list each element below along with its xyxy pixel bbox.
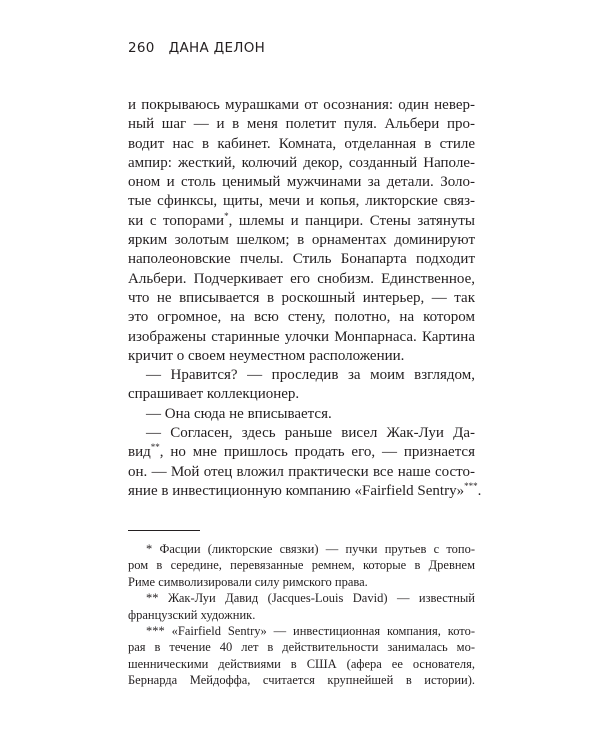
body-line: — Согласен, здесь раньше висел Жак-Луи Да- — [146, 425, 475, 442]
page-number: 260 — [128, 40, 155, 56]
running-header — [128, 40, 265, 56]
body-line: ярким золотым шелком; в орнаментах доминируют — [128, 232, 475, 249]
body-line: и покрываюсь мурашками от осознания: один невер- — [128, 97, 475, 113]
body-line: тые сфинксы, щиты, мечи и копья, ликторские связ- — [128, 193, 475, 210]
body-line-part: вид — [128, 444, 151, 461]
body-line: кричит о своем неуместном расположении. — [128, 347, 405, 364]
body-line — [128, 443, 475, 462]
body-line — [128, 480, 482, 501]
body-line: он. — Мой отец вложил практически все наше состо- — [128, 463, 475, 480]
body-line: оном и столь ценимый мужчинами за детали. Золо- — [128, 174, 475, 191]
body-line: Альбери. Подчеркивает его снобизм. Единственное, — [128, 270, 475, 287]
body-text — [128, 96, 482, 501]
footnote-divider — [128, 530, 200, 531]
body-line-part: ки с топорами — [128, 212, 225, 229]
footnote-line: * Фасции (ликторские связки) — пучки прутьев с топо- — [146, 542, 475, 556]
footnote-line: шенническими действиями в США (афера ее основателя, — [128, 656, 475, 671]
body-line: водит нас в кабинет. Комната, отделанная в стиле — [128, 135, 475, 152]
body-line — [128, 212, 475, 231]
body-line-part: . — [477, 482, 482, 499]
body-line-part: , шлемы и панцири. Стены затянуты — [228, 212, 475, 229]
footnote-line: *** «Fairfield Sentry» — инвестиционная компания, кото- — [146, 624, 475, 639]
body-line: это огромное, на всю стену, полотно, на котором — [128, 309, 475, 326]
footnote-line: Бернарда Мейдоффа, считается крупнейшей в истории). — [128, 673, 475, 688]
footnote-marker: *** — [464, 480, 478, 491]
body-line: что не вписывается в роскошный интерьер, — так — [128, 289, 475, 306]
body-line: спрашивает коллекционер. — [128, 386, 300, 403]
footnote-line: ** Жак-Луи Давид (Jacques-Louis David) — известный — [146, 591, 475, 606]
body-line: наполеоновские пчелы. Стиль Бонапарта подходит — [128, 251, 475, 268]
footnote-line: Риме символизировали силу римского права. — [128, 574, 368, 589]
footnote-line: ром в середине, перевязанные ремнем, которые в Древнем — [128, 558, 475, 573]
footnote-marker: * — [224, 210, 229, 221]
footnote-line: французский художник. — [128, 607, 256, 622]
body-line: ампир: жесткий, колючий декор, созданный Наполе- — [128, 154, 475, 171]
body-line-part: яние в инвестиционную компанию «Fairfield Sentry» — [128, 482, 465, 499]
running-title: ДАНА ДЕЛОН — [168, 40, 266, 56]
footnote-marker: ** — [150, 442, 160, 453]
footnote-line: рая в течение 40 лет в действительности занималась мо- — [128, 640, 475, 655]
body-line: — Нравится? — проследив за моим взглядом, — [146, 367, 475, 384]
body-line-part: , но мне пришлось продать его, — признается — [159, 444, 475, 461]
footnotes — [128, 541, 475, 689]
body-line: изображены старинные улочки Монпарнаса. Картина — [128, 328, 475, 345]
body-line: ный шаг — и в меня полетит пуля. Альбери про- — [128, 116, 475, 133]
body-line: — Она сюда не вписывается. — [146, 405, 332, 422]
